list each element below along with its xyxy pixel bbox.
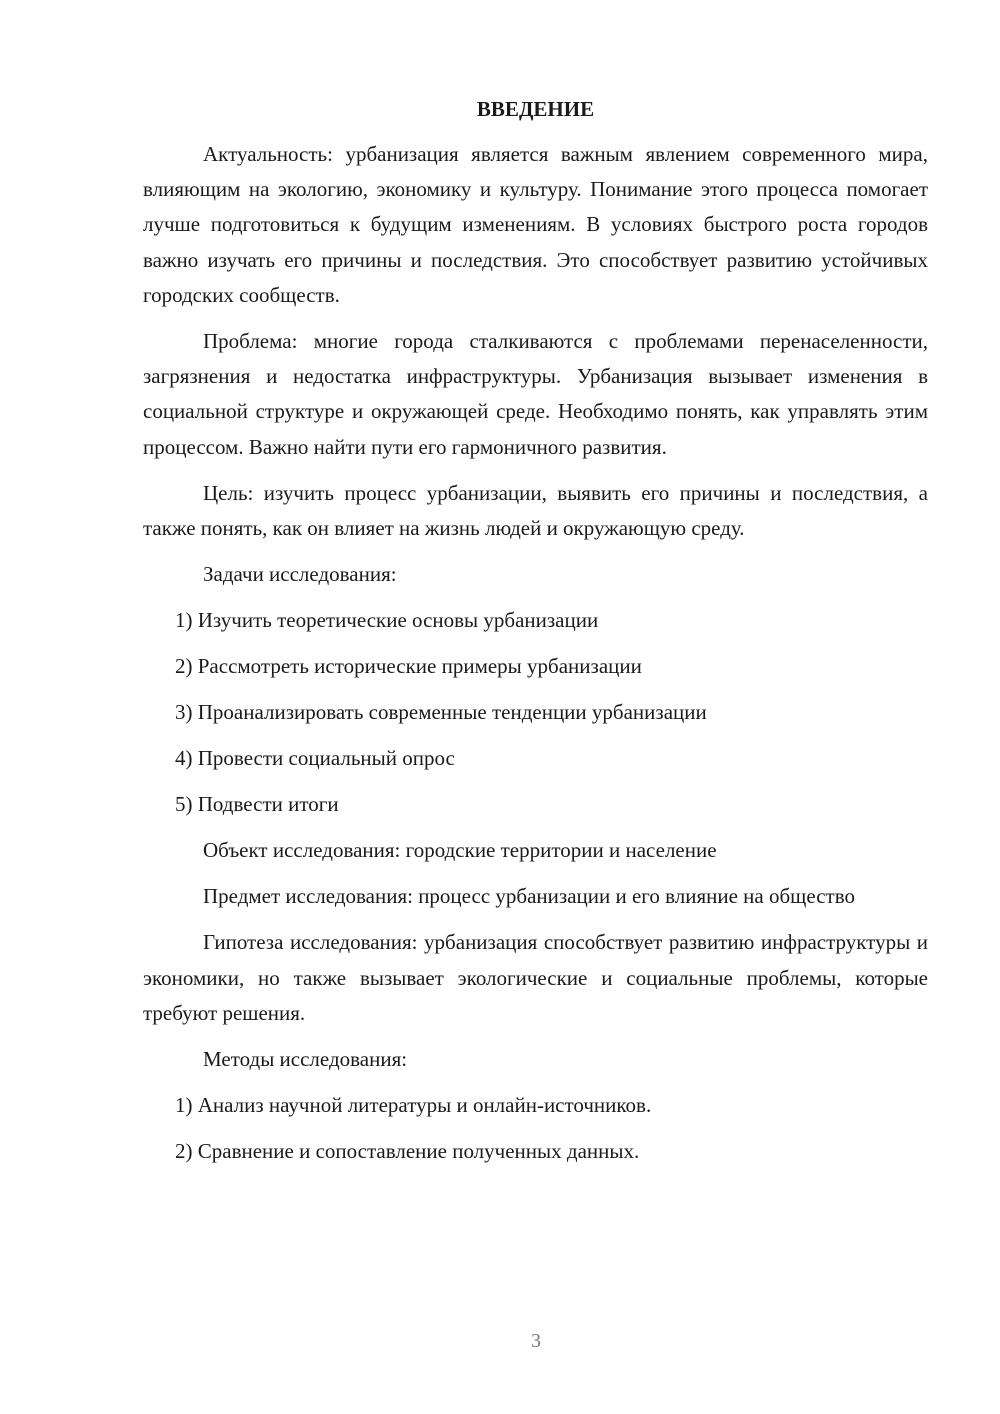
list-item: 2) Рассмотреть исторические примеры урбанизации (175, 654, 642, 679)
goal-paragraph: Цель: изучить процесс урбанизации, выявить его причины и последствия, а также понять, как он влияет на жизнь людей и окружающую среду. (143, 480, 928, 541)
list-item: 4) Провести социальный опрос (175, 746, 455, 771)
problem-paragraph: Проблема: многие города сталкиваются с проблемами перенаселенности, загрязнения и недостатка инфраструктуры. Урбанизация вызывает изменения в социальной структуре и окружающей среде. Необходимо понять, как управлять этим процессом. Важно найти пути его гармоничного развития. (143, 329, 928, 459)
hypothesis-paragraph: Гипотеза исследования: урбанизация способствует развитию инфраструктуры и экономики, но также вызывает экологические и социальные проблемы, которые требуют решения. (143, 930, 928, 1025)
tasks-list (143, 603, 928, 822)
list-item: 5) Подвести итоги (175, 792, 339, 817)
list-item: 1) Анализ научной литературы и онлайн-источников. (175, 1093, 652, 1118)
list-item: 3) Проанализировать современные тенденции урбанизации (175, 700, 707, 725)
document-page (143, 92, 928, 1180)
list-item: 2) Сравнение и сопоставление полученных данных. (175, 1139, 640, 1164)
methods-heading: Методы исследования: (203, 1047, 408, 1072)
object-line: Объект исследования: городские территории и население (203, 838, 717, 863)
page-number: 3 (531, 1330, 541, 1352)
list-item: 1) Изучить теоретические основы урбанизации (175, 608, 599, 633)
tasks-heading: Задачи исследования: (203, 562, 397, 587)
subject-paragraph: Предмет исследования: процесс урбанизации и его влияние на общество (203, 884, 855, 909)
section-title: ВВЕДЕНИЕ (476, 97, 595, 121)
relevance-paragraph: Актуальность: урбанизация является важным явлением современного мира, влияющим на экологию, экономику и культуру. Понимание этого процесса помогает лучше подготовиться к будущим изменениям. В условиях быстрого роста городов важно изучать его причины и последствия. Это способствует развитию устойчивых городских сообществ. (143, 142, 928, 307)
methods-list (143, 1088, 928, 1169)
